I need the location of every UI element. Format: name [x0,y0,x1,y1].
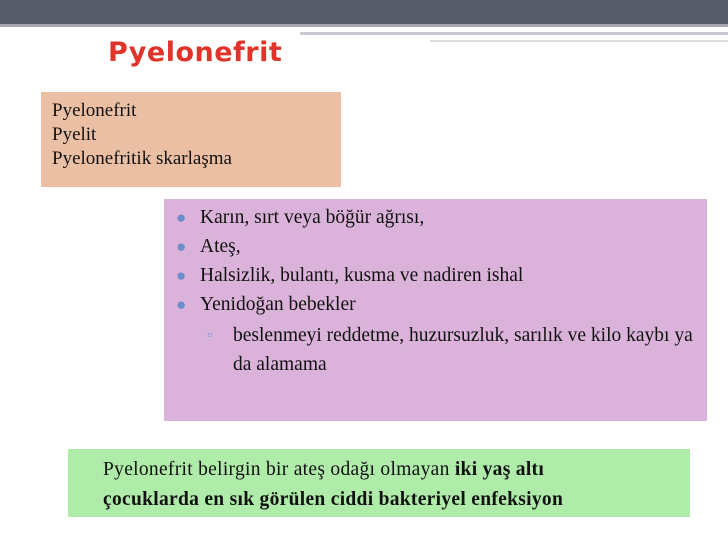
top-decorative-line [430,40,728,42]
bullet-dot-icon: ● [176,237,187,256]
newborn-symptom-item [201,321,707,379]
terms-box [41,92,341,187]
note-emphasis: çocuklarda en sık görülen ciddi bakteriyel enfeksiyon [103,489,564,510]
symptom-text: Ateş, [200,236,241,257]
symptom-item [172,261,707,290]
top-decorative-line [0,24,728,27]
symptom-text: Halsizlik, bulantı, kusma ve nadiren ishal [200,265,524,286]
note-line-2 [103,485,690,515]
symptom-item [172,290,707,319]
bullet-dot-icon: ● [176,266,187,285]
symptom-item [172,203,707,232]
term-item: Pyelonefritik skarlaşma [52,148,232,169]
top-decorative-line [300,32,728,35]
top-decorative-bar [0,0,728,24]
square-bullet-icon: ▫ [207,328,212,343]
term-item: Pyelit [52,124,97,145]
bullet-dot-icon: ● [176,208,187,227]
note-box [68,449,690,517]
newborn-symptom-text: beslenmeyi reddetme, huzursuzluk, sarılık ve kilo kaybı ya da alamama [233,325,693,375]
slide-title: Pyelonefrit [108,37,283,68]
note-line-1 [103,455,690,485]
bullet-dot-icon: ● [176,295,187,314]
symptom-text: Yenidoğan bebekler [200,294,356,315]
symptom-text: Karın, sırt veya böğür ağrısı, [200,207,425,228]
term-item: Pyelonefrit [52,100,137,121]
symptoms-box [164,199,707,421]
note-emphasis: iki yaş altı [454,459,545,480]
symptom-item [172,232,707,261]
note-text: Pyelonefrit belirgin bir ateş odağı olmayan [103,459,455,480]
